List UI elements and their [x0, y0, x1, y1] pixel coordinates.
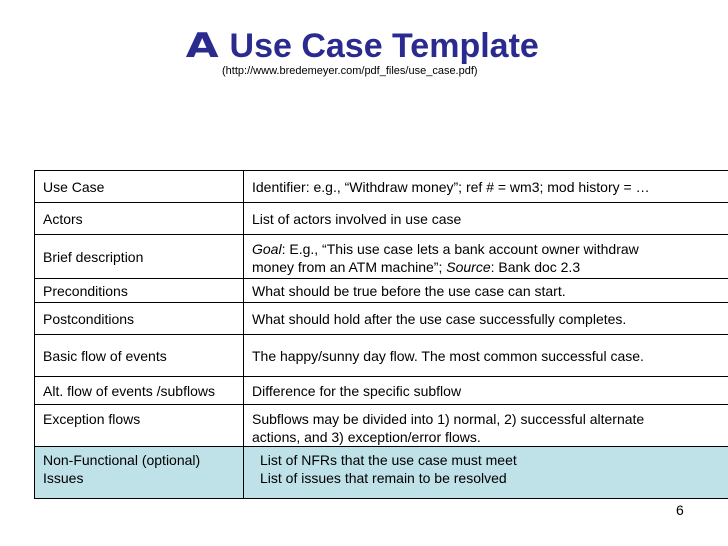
- table-row-nfr-issues: [35, 447, 728, 499]
- row-label: Brief description: [35, 235, 244, 279]
- title-letter: A: [185, 26, 219, 66]
- goal-label: Goal: [252, 241, 282, 257]
- source-label: Source: [446, 259, 491, 275]
- row-label: [35, 447, 244, 499]
- row-label: Exception flows: [35, 405, 244, 447]
- row-value: What should hold after the use case successfully completes.: [244, 303, 728, 335]
- goal-text: : E.g., “This use case lets a bank account owner withdraw: [281, 241, 639, 257]
- row-label: Postconditions: [35, 303, 244, 335]
- nfr-value: List of NFRs that the use case must meet: [260, 452, 517, 468]
- use-case-table: [34, 170, 728, 499]
- source-prefix: money from an ATM machine”;: [252, 259, 447, 275]
- row-value: [244, 405, 728, 447]
- row-label: Alt. flow of events /subflows: [35, 377, 244, 405]
- source-url: (http://www.bredemeyer.com/pdf_files/use_case.pdf): [222, 65, 478, 77]
- row-value-line: [252, 258, 722, 276]
- page-number: 6: [676, 502, 684, 518]
- table-row: [35, 377, 728, 405]
- issues-label: Issues: [43, 470, 84, 486]
- row-value: [244, 447, 728, 499]
- table-row: [35, 279, 728, 303]
- row-value-line: [252, 240, 722, 258]
- row-value: The happy/sunny day flow. The most common successful case.: [244, 335, 728, 377]
- row-value-line: actions, and 3) exception/error flows.: [252, 429, 481, 445]
- issues-value: List of issues that remain to be resolved: [260, 470, 507, 486]
- row-value: Identifier: e.g., “Withdraw money”; ref # = wm3; mod history = …: [244, 171, 728, 203]
- row-label: Use Case: [35, 171, 244, 203]
- table-row: [35, 235, 728, 279]
- row-value: Difference for the specific subflow: [244, 377, 728, 405]
- table-row: [35, 335, 728, 377]
- table-row: [35, 405, 728, 447]
- row-value: List of actors involved in use case: [244, 203, 728, 235]
- row-label: Actors: [35, 203, 244, 235]
- slide-title: [0, 24, 728, 68]
- row-label: Basic flow of events: [35, 335, 244, 377]
- title-text: Use Case Template: [229, 27, 539, 65]
- nfr-label: Non-Functional (optional): [43, 452, 201, 468]
- table-row: [35, 203, 728, 235]
- row-value: [244, 235, 728, 279]
- source-text: : Bank doc 2.3: [490, 259, 581, 275]
- table-row: [35, 171, 728, 203]
- row-value-line: Subflows may be divided into 1) normal, 2) successful alternate: [252, 411, 645, 427]
- row-value: What should be true before the use case can start.: [244, 279, 728, 303]
- table-row: [35, 303, 728, 335]
- row-label: Preconditions: [35, 279, 244, 303]
